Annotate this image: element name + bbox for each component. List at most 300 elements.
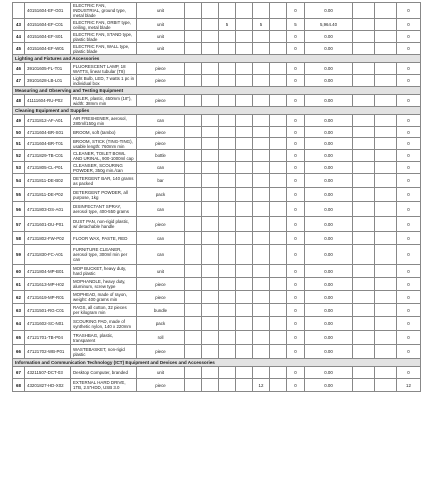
- empty-cell: [236, 150, 253, 162]
- empty-cell: [185, 379, 202, 392]
- table-row: [13, 3, 421, 19]
- empty-cell: [375, 367, 397, 379]
- empty-cell: [353, 202, 375, 217]
- empty-cell: [353, 115, 375, 127]
- empty-cell: [270, 188, 287, 202]
- item-code: 47131613-MP-H02: [25, 278, 71, 291]
- table-row: [13, 95, 421, 107]
- empty-cell: [375, 150, 397, 162]
- final-total: 0: [397, 278, 421, 291]
- unit-of-measure: piece: [137, 217, 185, 232]
- item-description: WASTEBASKET, non-rigid plastic: [71, 345, 137, 359]
- category-label: Information and Communication Technology (ICT) Equipment and Devices and Accessories: [13, 359, 421, 367]
- final-total: 0: [397, 202, 421, 217]
- quarter-quantity: [253, 75, 270, 87]
- total-quantity: 0: [287, 188, 305, 202]
- empty-cell: [353, 317, 375, 331]
- empty-cell: [202, 150, 219, 162]
- item-description: ELECTRIC FAN, ORBIT type, ceiling, metal blade: [71, 19, 137, 31]
- empty-cell: [353, 217, 375, 232]
- item-description: DISINFECTANT SPRAY, aerosol type, 400-550 grams: [71, 202, 137, 217]
- empty-cell: [185, 291, 202, 304]
- total-quantity: 0: [287, 43, 305, 55]
- item-description: CLEANSER, SCOURING POWDER, 350g min./can: [71, 162, 137, 174]
- total-quantity: 0: [287, 245, 305, 265]
- item-description: FLOOR WAX, PASTE, RED: [71, 232, 137, 245]
- table-row: [13, 317, 421, 331]
- unit-of-measure: pack: [137, 317, 185, 331]
- empty-cell: [270, 379, 287, 392]
- empty-cell: [202, 232, 219, 245]
- total-amount: 0.00: [305, 150, 353, 162]
- table-row: [13, 278, 421, 291]
- empty-cell: [375, 345, 397, 359]
- quarter-quantity: [253, 174, 270, 188]
- item-number: 49: [13, 115, 25, 127]
- empty-cell: [202, 115, 219, 127]
- final-total: 0: [397, 115, 421, 127]
- empty-cell: [185, 217, 202, 232]
- category-row: [13, 87, 421, 95]
- item-number: 68: [13, 379, 25, 392]
- empty-cell: [270, 43, 287, 55]
- item-number: 59: [13, 245, 25, 265]
- empty-cell: [202, 19, 219, 31]
- item-description: DUST PAN, non-rigid plastic, w/ detachable handle: [71, 217, 137, 232]
- table-row: [13, 367, 421, 379]
- empty-cell: [185, 317, 202, 331]
- empty-cell: [375, 217, 397, 232]
- final-total: 0: [397, 138, 421, 150]
- item-code: 40151604-EF-G01: [25, 3, 71, 19]
- unit-of-measure: piece: [137, 291, 185, 304]
- empty-cell: [236, 174, 253, 188]
- item-description: Light Bulb, LED, 7 watts 1 pc in individual box: [71, 75, 137, 87]
- total-amount: 0.00: [305, 202, 353, 217]
- unit-of-measure: pack: [137, 188, 185, 202]
- empty-cell: [202, 63, 219, 75]
- item-number: 45: [13, 43, 25, 55]
- quarter-quantity: [253, 317, 270, 331]
- empty-cell: [375, 75, 397, 87]
- item-code: 47131604-BR-S01: [25, 127, 71, 138]
- table-row: [13, 115, 421, 127]
- total-quantity: 0: [287, 63, 305, 75]
- final-total: 12: [397, 379, 421, 392]
- empty-cell: [270, 3, 287, 19]
- table-row: [13, 245, 421, 265]
- quarter-quantity: [253, 115, 270, 127]
- item-description: BROOM, soft (tambo): [71, 127, 137, 138]
- empty-cell: [202, 379, 219, 392]
- unit-of-measure: bar: [137, 174, 185, 188]
- total-quantity: 0: [287, 95, 305, 107]
- empty-cell: [202, 217, 219, 232]
- final-total: 0: [397, 150, 421, 162]
- table-row: [13, 31, 421, 43]
- empty-cell: [270, 232, 287, 245]
- empty-cell: [185, 174, 202, 188]
- empty-cell: [202, 345, 219, 359]
- empty-cell: [270, 278, 287, 291]
- quarter-quantity: [253, 188, 270, 202]
- total-quantity: 0: [287, 217, 305, 232]
- item-number: 53: [13, 162, 25, 174]
- empty-cell: [375, 43, 397, 55]
- total-quantity: 0: [287, 115, 305, 127]
- empty-cell: [185, 331, 202, 345]
- empty-cell: [185, 367, 202, 379]
- month-quantity: [219, 291, 236, 304]
- item-code: 43211507-DCT-03: [25, 367, 71, 379]
- total-amount: 0.00: [305, 138, 353, 150]
- empty-cell: [185, 265, 202, 278]
- empty-cell: [202, 95, 219, 107]
- item-number: [13, 3, 25, 19]
- empty-cell: [202, 304, 219, 317]
- empty-cell: [202, 265, 219, 278]
- empty-cell: [236, 379, 253, 392]
- month-quantity: [219, 379, 236, 392]
- empty-cell: [353, 232, 375, 245]
- total-amount: 0.00: [305, 95, 353, 107]
- total-amount: 0.00: [305, 304, 353, 317]
- item-description: DETERGENT BAR, 140 grams as packed: [71, 174, 137, 188]
- empty-cell: [185, 202, 202, 217]
- total-amount: 0.00: [305, 317, 353, 331]
- unit-of-measure: unit: [137, 43, 185, 55]
- unit-of-measure: can: [137, 232, 185, 245]
- quarter-quantity: 5: [253, 19, 270, 31]
- unit-of-measure: can: [137, 162, 185, 174]
- empty-cell: [202, 43, 219, 55]
- quarter-quantity: [253, 265, 270, 278]
- empty-cell: [375, 63, 397, 75]
- month-quantity: [219, 3, 236, 19]
- empty-cell: [236, 43, 253, 55]
- empty-cell: [202, 3, 219, 19]
- item-number: 54: [13, 174, 25, 188]
- table-row: [13, 188, 421, 202]
- empty-cell: [236, 188, 253, 202]
- empty-cell: [353, 150, 375, 162]
- item-number: 65: [13, 331, 25, 345]
- empty-cell: [353, 379, 375, 392]
- empty-cell: [185, 345, 202, 359]
- unit-of-measure: piece: [137, 127, 185, 138]
- item-description: DETERGENT POWDER, all purpose, 1kg: [71, 188, 137, 202]
- empty-cell: [270, 317, 287, 331]
- month-quantity: [219, 162, 236, 174]
- item-code: 47131812-AF-A01: [25, 115, 71, 127]
- item-number: 56: [13, 202, 25, 217]
- unit-of-measure: can: [137, 245, 185, 265]
- total-quantity: 0: [287, 174, 305, 188]
- quarter-quantity: [253, 202, 270, 217]
- empty-cell: [236, 75, 253, 87]
- item-number: 60: [13, 265, 25, 278]
- item-number: 58: [13, 232, 25, 245]
- empty-cell: [270, 150, 287, 162]
- table-row: [13, 291, 421, 304]
- table-row: [13, 202, 421, 217]
- empty-cell: [270, 217, 287, 232]
- total-quantity: 0: [287, 317, 305, 331]
- total-quantity: 0: [287, 265, 305, 278]
- table-row: [13, 43, 421, 55]
- total-quantity: 0: [287, 304, 305, 317]
- month-quantity: [219, 188, 236, 202]
- empty-cell: [353, 3, 375, 19]
- empty-cell: [353, 291, 375, 304]
- empty-cell: [353, 188, 375, 202]
- month-quantity: [219, 150, 236, 162]
- empty-cell: [236, 95, 253, 107]
- total-amount: 0.00: [305, 331, 353, 345]
- category-label: Measuring and Observing and Testing Equipment: [13, 87, 421, 95]
- month-quantity: [219, 75, 236, 87]
- quarter-quantity: [253, 138, 270, 150]
- table-row: [13, 127, 421, 138]
- empty-cell: [236, 278, 253, 291]
- item-number: 51: [13, 138, 25, 150]
- empty-cell: [236, 31, 253, 43]
- empty-cell: [375, 162, 397, 174]
- quarter-quantity: [253, 278, 270, 291]
- unit-of-measure: piece: [137, 278, 185, 291]
- empty-cell: [375, 317, 397, 331]
- final-total: 0: [397, 245, 421, 265]
- total-amount: 0.00: [305, 232, 353, 245]
- final-total: 0: [397, 75, 421, 87]
- empty-cell: [353, 304, 375, 317]
- item-code: 47121804-MP-B01: [25, 265, 71, 278]
- empty-cell: [236, 217, 253, 232]
- item-number: 64: [13, 317, 25, 331]
- final-total: 0: [397, 188, 421, 202]
- total-amount: 0.00: [305, 367, 353, 379]
- empty-cell: [353, 367, 375, 379]
- item-code: 47131830-FC-A01: [25, 245, 71, 265]
- empty-cell: [375, 115, 397, 127]
- category-row: [13, 55, 421, 63]
- empty-cell: [202, 138, 219, 150]
- quarter-quantity: [253, 162, 270, 174]
- item-description: ELECTRIC FAN, WALL type, plastic blade: [71, 43, 137, 55]
- empty-cell: [236, 317, 253, 331]
- item-code: 47121702-WB-P01: [25, 345, 71, 359]
- quarter-quantity: [253, 331, 270, 345]
- empty-cell: [375, 31, 397, 43]
- empty-cell: [353, 278, 375, 291]
- total-quantity: 0: [287, 367, 305, 379]
- empty-cell: [185, 245, 202, 265]
- final-total: 0: [397, 3, 421, 19]
- total-amount: 0.00: [305, 115, 353, 127]
- total-quantity: 0: [287, 379, 305, 392]
- table-row: [13, 162, 421, 174]
- item-code: 41111604-RU-P02: [25, 95, 71, 107]
- final-total: 0: [397, 304, 421, 317]
- item-number: 44: [13, 31, 25, 43]
- item-number: 50: [13, 127, 25, 138]
- procurement-table: [12, 2, 421, 392]
- item-number: 61: [13, 278, 25, 291]
- empty-cell: [270, 345, 287, 359]
- item-description: EXTERNAL HARD DRIVE, 1TB, 2.5"HDD, USB 3.0: [71, 379, 137, 392]
- final-total: 0: [397, 19, 421, 31]
- empty-cell: [353, 345, 375, 359]
- total-amount: 0.00: [305, 291, 353, 304]
- month-quantity: [219, 345, 236, 359]
- empty-cell: [353, 265, 375, 278]
- month-quantity: [219, 331, 236, 345]
- empty-cell: [270, 265, 287, 278]
- quarter-quantity: [253, 43, 270, 55]
- quarter-quantity: [253, 3, 270, 19]
- item-code: 47131602-SC-N01: [25, 317, 71, 331]
- final-total: 0: [397, 331, 421, 345]
- final-total: 0: [397, 317, 421, 331]
- unit-of-measure: can: [137, 115, 185, 127]
- quarter-quantity: [253, 63, 270, 75]
- month-quantity: [219, 304, 236, 317]
- item-description: MOPHEAD, made of rayon, weight: 400 grams min: [71, 291, 137, 304]
- item-number: 43: [13, 19, 25, 31]
- empty-cell: [375, 95, 397, 107]
- unit-of-measure: bundle: [137, 304, 185, 317]
- empty-cell: [375, 3, 397, 19]
- empty-cell: [202, 331, 219, 345]
- item-description: ELECTRIC FAN, INDUSTRIAL, ground type, metal blade: [71, 3, 137, 19]
- item-description: Desktop Computer, branded: [71, 367, 137, 379]
- category-label: Lighting and Fixtures and Accessories: [13, 55, 421, 63]
- quarter-quantity: [253, 217, 270, 232]
- item-description: ELECTRIC FAN, STAND type, plastic blade: [71, 31, 137, 43]
- quarter-quantity: [253, 232, 270, 245]
- quarter-quantity: [253, 304, 270, 317]
- empty-cell: [185, 127, 202, 138]
- total-amount: 0.00: [305, 245, 353, 265]
- empty-cell: [202, 127, 219, 138]
- empty-cell: [202, 174, 219, 188]
- empty-cell: [270, 367, 287, 379]
- total-quantity: 0: [287, 75, 305, 87]
- item-code: 47131829-TB-C01: [25, 150, 71, 162]
- table-row: [13, 150, 421, 162]
- empty-cell: [236, 304, 253, 317]
- final-total: 0: [397, 63, 421, 75]
- empty-cell: [375, 304, 397, 317]
- total-amount: 0.00: [305, 127, 353, 138]
- month-quantity: [219, 232, 236, 245]
- empty-cell: [353, 95, 375, 107]
- total-amount: 0.00: [305, 379, 353, 392]
- category-row: [13, 107, 421, 115]
- month-quantity: [219, 367, 236, 379]
- empty-cell: [202, 367, 219, 379]
- item-description: RULER, plastic, 450mm (18"), width: 38mm min: [71, 95, 137, 107]
- empty-cell: [185, 75, 202, 87]
- item-number: 57: [13, 217, 25, 232]
- table-row: [13, 345, 421, 359]
- table-row: [13, 19, 421, 31]
- item-description: MOPHANDLE, heavy duty, aluminum, screw type: [71, 278, 137, 291]
- total-amount: 0.00: [305, 31, 353, 43]
- item-number: 67: [13, 367, 25, 379]
- total-quantity: 0: [287, 3, 305, 19]
- final-total: 0: [397, 367, 421, 379]
- month-quantity: 5: [219, 19, 236, 31]
- empty-cell: [185, 138, 202, 150]
- total-quantity: 0: [287, 150, 305, 162]
- empty-cell: [270, 304, 287, 317]
- item-description: MOP BUCKET, heavy duty, hard plastic: [71, 265, 137, 278]
- empty-cell: [270, 115, 287, 127]
- empty-cell: [185, 19, 202, 31]
- unit-of-measure: bottle: [137, 150, 185, 162]
- total-quantity: 0: [287, 232, 305, 245]
- unit-of-measure: can: [137, 202, 185, 217]
- empty-cell: [375, 278, 397, 291]
- empty-cell: [236, 63, 253, 75]
- quarter-quantity: [253, 245, 270, 265]
- empty-cell: [270, 95, 287, 107]
- item-code: 47121701-TB-P04: [25, 331, 71, 345]
- empty-cell: [236, 19, 253, 31]
- unit-of-measure: roll: [137, 331, 185, 345]
- item-code: 40151604-EF-S01: [25, 31, 71, 43]
- unit-of-measure: piece: [137, 138, 185, 150]
- final-total: 0: [397, 43, 421, 55]
- empty-cell: [270, 245, 287, 265]
- total-amount: 0.00: [305, 188, 353, 202]
- unit-of-measure: piece: [137, 379, 185, 392]
- final-total: 0: [397, 162, 421, 174]
- item-code: 47131811-DE-B02: [25, 174, 71, 188]
- empty-cell: [270, 127, 287, 138]
- empty-cell: [353, 138, 375, 150]
- unit-of-measure: unit: [137, 367, 185, 379]
- empty-cell: [375, 291, 397, 304]
- item-code: 47131802-FW-P02: [25, 232, 71, 245]
- empty-cell: [236, 245, 253, 265]
- table-row: [13, 75, 421, 87]
- item-code: 40151604-EF-C01: [25, 19, 71, 31]
- item-code: 47131803-DS-A01: [25, 202, 71, 217]
- empty-cell: [202, 188, 219, 202]
- empty-cell: [236, 331, 253, 345]
- item-description: AIR FRESHENER, aerosol, 280ml/150g min: [71, 115, 137, 127]
- table-row: [13, 232, 421, 245]
- item-description: BROOM, STICK (TING-TING), usable length: 760mm min: [71, 138, 137, 150]
- empty-cell: [185, 3, 202, 19]
- item-description: FURNITURE CLEANER, aerosol type, 300ml min per can: [71, 245, 137, 265]
- quarter-quantity: [253, 367, 270, 379]
- month-quantity: [219, 138, 236, 150]
- final-total: 0: [397, 95, 421, 107]
- empty-cell: [236, 127, 253, 138]
- quarter-quantity: [253, 150, 270, 162]
- empty-cell: [353, 75, 375, 87]
- total-amount: 0.00: [305, 75, 353, 87]
- empty-cell: [270, 31, 287, 43]
- item-code: 47131811-DE-P02: [25, 188, 71, 202]
- empty-cell: [185, 31, 202, 43]
- table-row: [13, 138, 421, 150]
- unit-of-measure: piece: [137, 63, 185, 75]
- unit-of-measure: piece: [137, 95, 185, 107]
